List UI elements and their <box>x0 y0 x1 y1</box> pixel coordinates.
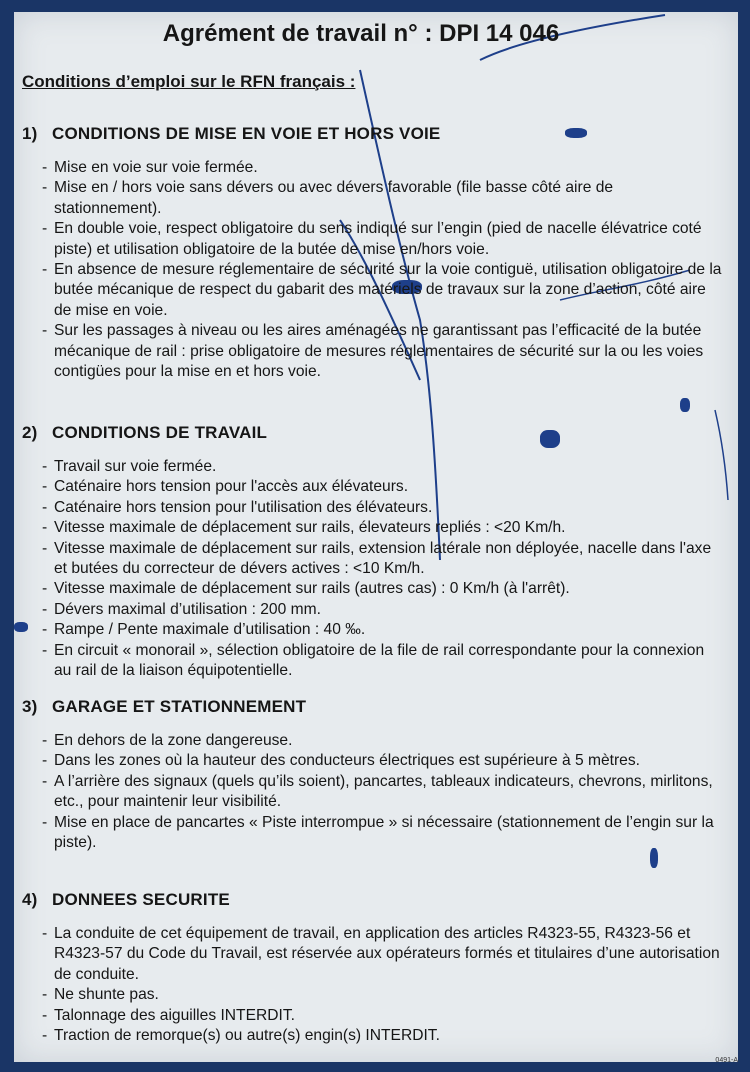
section-title: CONDITIONS DE MISE EN VOIE ET HORS VOIE <box>52 124 441 143</box>
list-item: - En dehors de la zone dangereuse. <box>42 731 722 751</box>
list-item: - Ne shunte pas. <box>42 985 722 1005</box>
list-item: - Talonnage des aiguilles INTERDIT. <box>42 1006 722 1026</box>
section-conditions-mise-en-voie <box>22 124 722 382</box>
list-item: - Rampe / Pente maximale d’utilisation : 40 ‰. <box>42 620 722 640</box>
section-heading <box>22 124 722 144</box>
section-heading <box>22 890 722 910</box>
list-item: - Mise en place de pancartes « Piste interrompue » si nécessaire (stationnement de l’engin sur la piste). <box>42 813 722 854</box>
section-title: CONDITIONS DE TRAVAIL <box>52 423 268 442</box>
paint-chip <box>680 398 690 412</box>
section-number: 4) <box>22 890 38 909</box>
list-item: - Vitesse maximale de déplacement sur rails, extension latérale non déployée, nacelle dans l'axe et butées du correcteur de dévers actives : <10 Km/h. <box>42 539 722 580</box>
list-item: - Mise en voie sur voie fermée. <box>42 158 722 178</box>
section-heading <box>22 423 722 443</box>
section-number: 1) <box>22 124 38 143</box>
list-item: - A l’arrière des signaux (quels qu’ils soient), pancartes, tableaux indicateurs, chevrons, mirlitons, etc., pour maintenir leur visibilité. <box>42 772 722 813</box>
list-item: - Vitesse maximale de déplacement sur rails (autres cas) : 0 Km/h (à l'arrêt). <box>42 579 722 599</box>
list-item: - Travail sur voie fermée. <box>42 457 722 477</box>
item-list <box>22 731 722 853</box>
footer-code: 0491-A <box>715 1057 738 1064</box>
list-item: - Dévers maximal d’utilisation : 200 mm. <box>42 600 722 620</box>
list-item: - En double voie, respect obligatoire du sens indiqué sur l’engin (pied de nacelle élévatrice coté piste) et utilisation obligatoire de la butée de mise en/hors voie. <box>42 219 722 260</box>
list-item: - Caténaire hors tension pour l'accès aux élévateurs. <box>42 477 722 497</box>
list-item: - Dans les zones où la hauteur des conducteurs électriques est supérieure à 5 mètres. <box>42 751 722 771</box>
section-title: GARAGE ET STATIONNEMENT <box>52 697 307 716</box>
page-title: Agrément de travail n° : DPI 14 046 <box>162 20 560 47</box>
list-item: - La conduite de cet équipement de travail, en application des articles R4323-55, R4323-56 et R4323-57 du Code du Travail, est réservée aux opérateurs formés et titulaires d’une autorisation de conduite. <box>42 924 722 985</box>
list-item: - Vitesse maximale de déplacement sur rails, élevateurs repliés : <20 Km/h. <box>42 518 722 538</box>
section-title: DONNEES SECURITE <box>52 890 230 909</box>
item-list <box>22 457 722 681</box>
list-item: - En circuit « monorail », sélection obligatoire de la file de rail correspondante pour la connexion au rail de la liaison équipotentielle. <box>42 641 722 682</box>
section-conditions-de-travail <box>22 423 722 681</box>
list-item: - Mise en / hors voie sans dévers ou avec dévers favorable (file basse côté aire de stationnement). <box>42 178 722 219</box>
list-item: - Caténaire hors tension pour l'utilisation des élévateurs. <box>42 498 722 518</box>
item-list <box>22 924 722 1046</box>
section-heading <box>22 697 722 717</box>
section-garage-stationnement <box>22 697 722 853</box>
section-number: 3) <box>22 697 38 716</box>
list-item: - En absence de mesure réglementaire de sécurité sur la voie contiguë, utilisation obligatoire de la butée mécanique de respect du gabarit des matériels de travaux sur la zone d’action, côté aire de mise en voie. <box>42 260 722 321</box>
subtitle: Conditions d’emploi sur le RFN français : <box>22 72 356 91</box>
section-number: 2) <box>22 423 38 442</box>
section-donnees-securite <box>22 890 722 1046</box>
list-item: - Sur les passages à niveau ou les aires aménagées ne garantissant pas l’efficacité de la butée mécanique de rail : prise obligatoire de mesures réglementaires de sécurité sur la ou les voies contigües pour la mise en et hors voie. <box>42 321 722 382</box>
item-list <box>22 158 722 382</box>
list-item: - Traction de remorque(s) ou autre(s) engin(s) INTERDIT. <box>42 1026 722 1046</box>
